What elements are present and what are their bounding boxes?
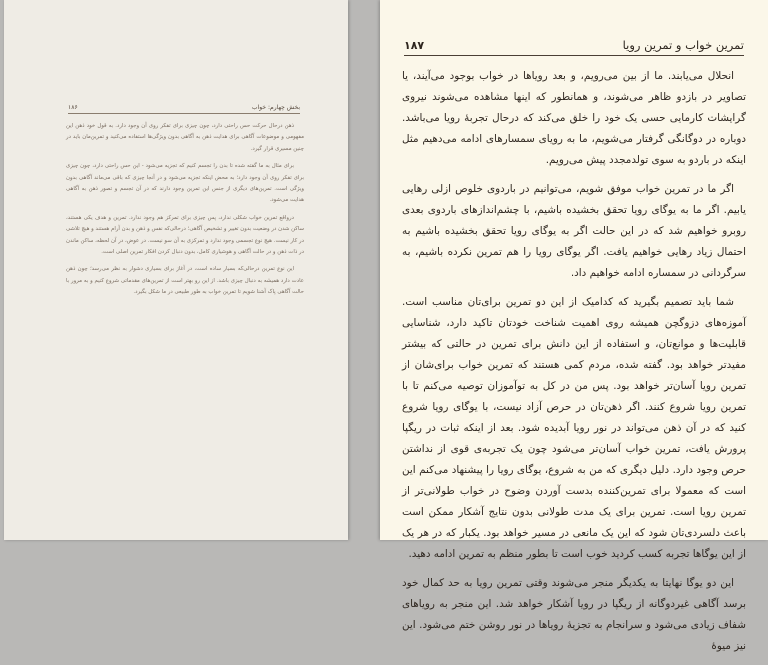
paragraph: این نوع تمرین درحالی‌که بسیار ساده است، در آغاز برای بسیاری دشوار به نظر می‌رسد؛ چون ذهن عادت دارد همیشه به دنبال چیزی باشد. از این رو بهتر است از تمرین‌های مقدماتی شروع کنیم و به مرور با حالت آگاهی پاک آشنا شویم تا تمرین خواب به طور طبیعی در ما شکل بگیرد. <box>66 266 304 296</box>
right-page <box>380 0 768 652</box>
left-page-body <box>66 121 304 305</box>
right-page-title: تمرین خواب و تمرین رویا <box>622 38 744 52</box>
right-page-number: ۱۸۷ <box>404 39 425 52</box>
left-page <box>4 0 348 540</box>
left-page-number: ۱۸۶ <box>68 104 78 111</box>
paragraph: این دو یوگا نهایتا به یکدیگر منجر می‌شوند وقتی تمرین رویا به حد کمال خود برسد آگاهی غیردوگانه از ریگپا در رویا آشکار خواهد شد. این منجر به رویاهای شفاف زیادی می‌شود و سرانجام به تجزیهٔ رویاها در نور روشن ختم می‌شود. این نیز میوهٔ <box>402 577 746 652</box>
paragraph: شما باید تصمیم بگیرید که کدامیک از این دو تمرین برای‌تان مناسب است. آموزه‌های دزوگچن همیشه روی اهمیت شناخت خودتان تاکید دارد، شناسایی قابلیت‌ها و موانع‌تان، و استفاده از این دانش برای تمرین در حالتی که بیشتر مفیدتر خواهد بود. گفته شده، مردم کمی هستند که تمرین خواب برای‌شان از تمرین رویا آسان‌تر خواهد بود. پس من در کل به توآموزان توصیه می‌کنم تا با تمرین رویا شروع کنند. اگر ذهن‌تان در حرص آزاد نیست، با یوگای رویا شروع کنید که در آن ذهن می‌تواند در نور رویا آبدیده شود. بعد از اینکه ثبات در ریگپا پرورش یافت، تمرین خواب آسان‌تر می‌شود چون یک تجربه‌ی قوی از نداشتن حرص وجود دارد. دلیل دیگری که من به شروع، یوگای رویا را پیشنهاد می‌کنم این است که معمولا برای تمرین‌کننده بدست آوردن وضوح در خواب طولانی‌تر از تمرین رویا است. تمرین برای یک مدت طولانی بدون نتایج آشکار ممکن است باعث دلسردی‌تان شود که این یک مانعی در مسیر خواهد بود. یکبار که در هر یک از این یوگاها تجربه کسب کردید خوب است تا بطور منظم به تمرین ادامه دهید. <box>402 296 746 560</box>
paragraph: ذهن درحال حرکت حس راحتی دارد، چون چیزی برای تفکر روی آن وجود دارد. به قول خود ذهن این مفهومی و موضوعات آگاهی برای هدایت ذهن به آگاهی بدون ویژگی‌ها استفاده می‌کنید و تمرین‌مان باید در چنین مسیری قرار گیرد. <box>66 123 304 152</box>
paragraph: اگر ما در تمرین خواب موفق شویم، می‌توانیم در باردوی خلوص ازلی رهایی یابیم. اگر ما به یوگای رویا تحقق بخشیده باشیم، با چشم‌اندازهای باردوی بعدی روبرو خواهیم شد که در این حالت اگر به یوگای رویا تحقق بخشیده باشیم به احتمال زیاد رهایی خواهیم یافت. اگر یوگای رویا را هم تمرین نکرده باشیم، به سرگردانی در سمساره ادامه خواهیم داد. <box>402 183 746 279</box>
left-page-title: بخش چهارم: خواب <box>251 104 300 111</box>
paragraph: انحلال می‌یابند. ما از بین می‌رویم، و بعد رویاها در خواب بوجود می‌آیند، یا تصاویر در بازدو ظاهر می‌شوند، و همانطور که اینها مشاهده می‌شوند نیروی گرایشات کارمایی حسی یک خود را خلق می‌کند که درحال تجربهٔ رویا می‌باشد. دوباره در دوگانگی گرفتار می‌شویم، ما به رویای سمسارهای ادامه می‌دهیم مثل اینکه در باردو به سوی تولدمجدد پیش می‌رویم. <box>402 70 746 166</box>
paragraph: برای مثال به ما گفته شده تا بدن را تجسم کنیم که تجزیه می‌شود - این حس راحتی دارد، چون چیزی برای تفکر روی آن وجود دارد؛ به محض اینکه تجزیه می‌شود و در آنجا چیزی که باقی می‌ماند آگاهی بدون ویژگی است. تمرین‌های دیگری از جنس این تمرین وجود دارند که در آن تجسم و تصور ذهن به آگاهی هدایت می‌شود. <box>66 163 304 204</box>
left-page-header <box>68 104 300 114</box>
right-page-header <box>404 38 744 56</box>
paragraph: درواقع تمرین خواب شکلی ندارد، پس چیزی برای تمرکز هم وجود ندارد. تمرین و هدف یکی هستند، ساکن شدن در وضعیت بدون تغییر و تشخیص آگاهی؛ درحالی‌که نفس و ذهن و بدن آرام هستند و هیچ تلاشی در کار نیست. هیچ نوع تجسمی وجود ندارد و تمرکزی به آن سو نیست. در عوض، در آن لحظه، ساکن ماندن در ذات ذهن و در حالت آگاهی و هوشیاری کامل، بدون دنبال کردن افکار تمرین اصلی است. <box>66 214 304 256</box>
right-page-body <box>402 66 746 665</box>
